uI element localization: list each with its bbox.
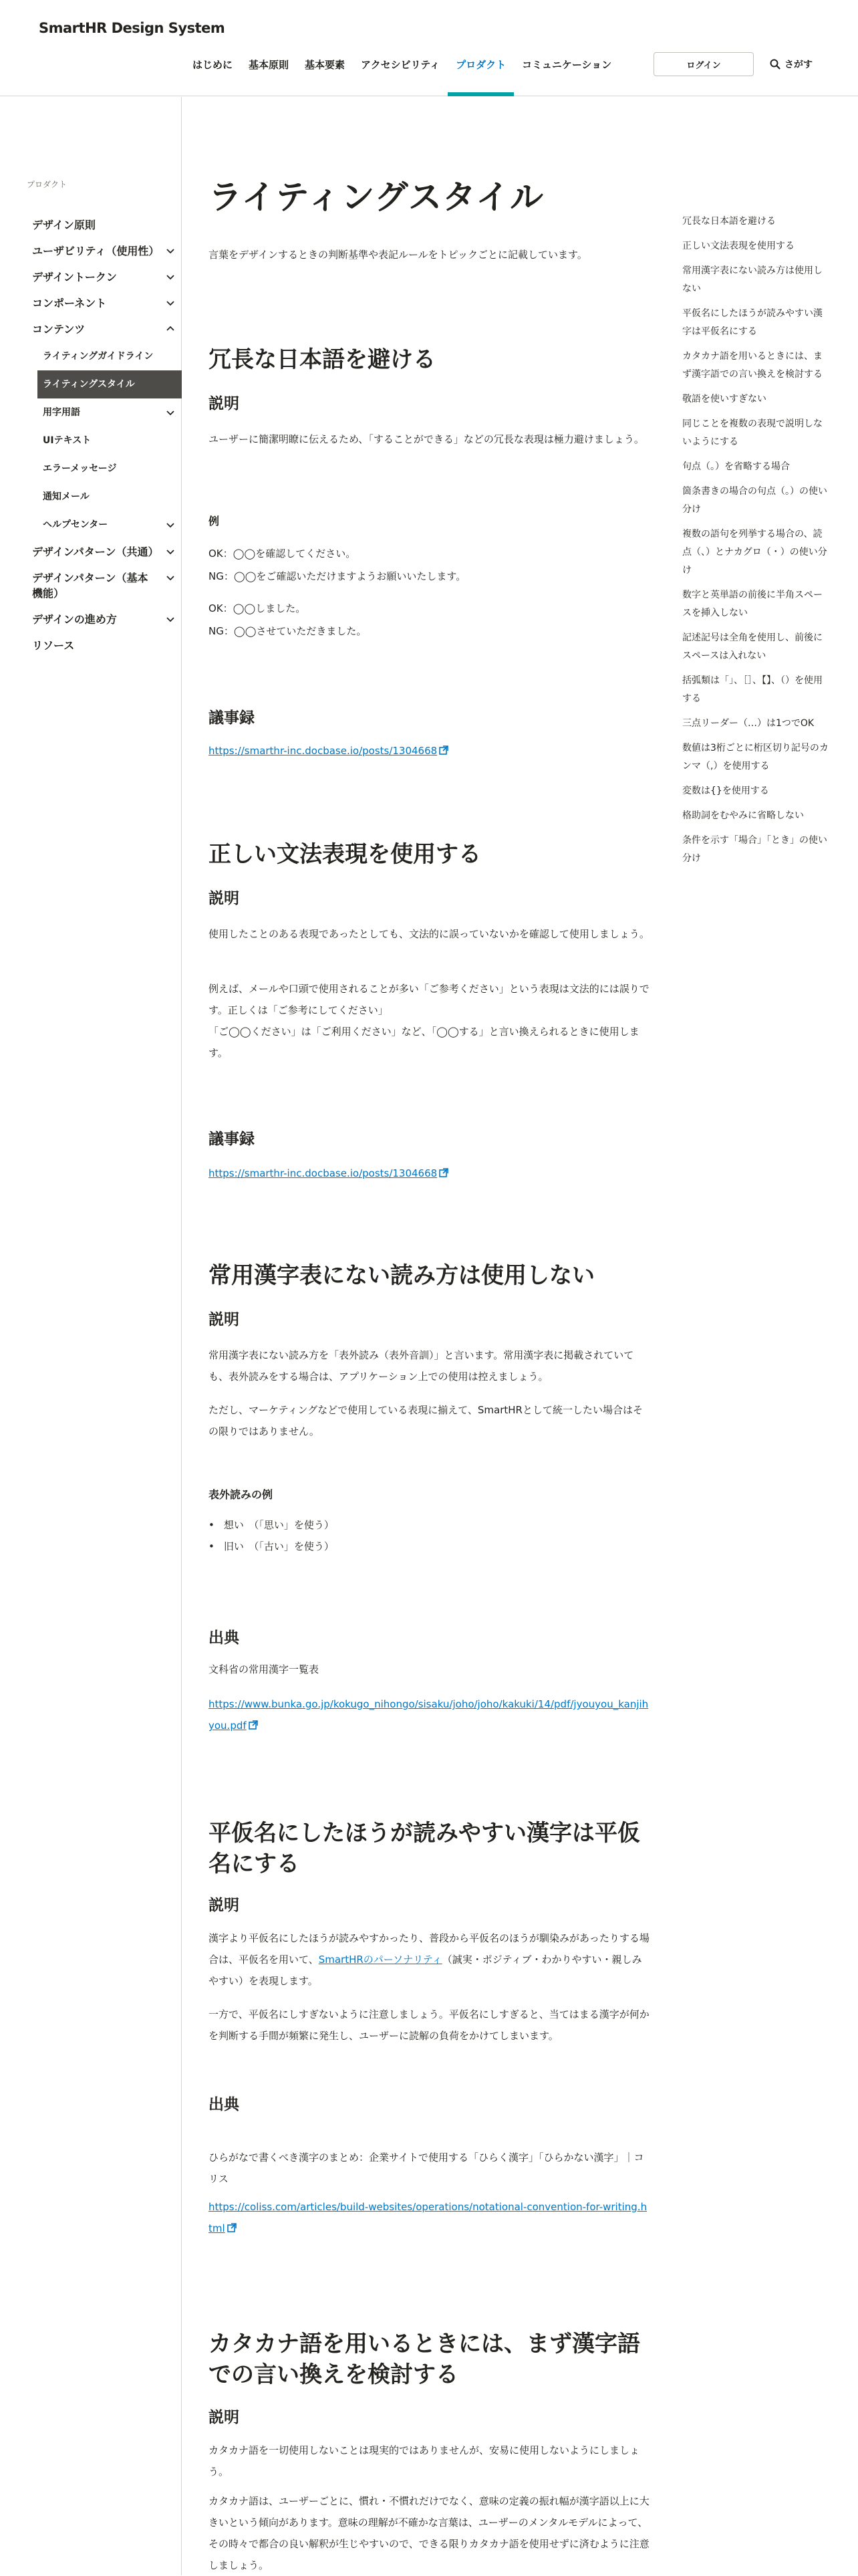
toc-item[interactable]: 正しい文法表現を使用する [682,241,795,251]
section-title-redundant: 冗長な日本語を避ける [208,346,436,373]
example-heading: 例 [208,515,220,528]
explain-heading: 説明 [208,1897,239,1914]
toc-item[interactable]: 敬語を使いすぎない [682,394,766,404]
minutes-heading: 議事録 [208,1131,255,1148]
page-title: ライティングスタイル [208,178,544,217]
example-line: OK：◯◯しました。 [208,602,306,614]
nav-communication[interactable]: コミュニケーション [522,59,612,71]
chevron-down-icon[interactable] [166,520,175,530]
toc-item[interactable]: 句点（。）を省略する場合 [682,461,790,472]
site-logo[interactable]: SmartHR Design System [39,20,225,36]
search-button[interactable] [770,53,813,75]
sidebar [0,97,182,2575]
toc-item[interactable]: 平仮名にしたほうが読みやすい漢字は平仮名にする [682,308,823,337]
section-title-grammar: 正しい文法表現を使用する [208,841,481,868]
section-desc: 使用したことのある表現であったとしても、文法的に誤っていないかを確認して使用しましょう。 [208,928,650,940]
list-item: • 想い （「思い」を使う） [223,1514,334,1536]
minutes-link[interactable]: https://smarthr-inc.docbase.io/posts/1304668 [208,1167,438,1179]
sidebar-item-label: リソース [32,639,75,652]
example-heading: 表外読みの例 [208,1488,273,1501]
toc-item[interactable]: 同じことを複数の表現で説明しないようにする [682,419,823,447]
sidebar-item-label: エラーメッセージ [43,463,117,474]
personality-link[interactable]: SmartHRのパーソナリティ [318,1954,442,1966]
toc-item[interactable]: 記述記号は全角を使用し、前後にスペースは入れない [682,632,823,661]
section-title-katakana: カタカナ語を用いるときには、まず漢字語での言い換えを検討する [208,2331,640,2388]
external-link-icon [249,1720,258,1730]
sidebar-item-process[interactable] [27,606,182,632]
sidebar-item-help-center[interactable] [27,511,182,539]
chevron-up-icon[interactable] [166,324,175,334]
search-label: さがす [784,60,813,70]
nav-principles[interactable]: 基本原則 [249,59,289,71]
nav-accessibility[interactable]: アクセシビリティ [361,59,440,71]
sidebar-item-terms[interactable] [27,398,182,427]
chevron-down-icon[interactable] [166,614,175,624]
search-icon [770,59,780,70]
source-text: ひらがなで書くべき漢字のまとめ：企業サイトで使用する「ひらく漢字」「ひらかない漢字」｜コリス [208,2151,644,2185]
sidebar-item-writing-style[interactable] [37,370,182,398]
sidebar-item-label: デザインパターン（共通） [32,546,159,558]
minutes-link[interactable]: https://smarthr-inc.docbase.io/posts/1304668 [208,745,438,757]
sidebar-item-label: デザインの進め方 [32,613,117,626]
explain-heading: 説明 [208,1311,239,1328]
sidebar-item-usability[interactable] [27,238,182,264]
section-desc: ユーザーに簡潔明瞭に伝えるため、「することができる」などの冗長な表現は極力避けましょう。 [208,433,644,445]
example-line: NG：◯◯をご確認いただけますようお願いいたします。 [208,570,466,582]
toc-item[interactable]: 変数は{}を使用する [682,786,769,796]
source-heading: 出典 [208,1629,239,1647]
toc-item[interactable]: 三点リーダー（…）は1つでOK [682,718,815,729]
sidebar-item-label: コンテンツ [32,323,86,336]
nav-product[interactable]: プロダクト [448,53,514,96]
toc-item[interactable]: 箇条書きの場合の句点（。）の使い分け [682,486,827,515]
source-heading: 出典 [208,2096,239,2113]
sidebar-section-label: プロダクト [27,180,67,189]
chevron-down-icon[interactable] [166,547,175,556]
sidebar-item-label: UIテキスト [43,435,92,446]
toc-item[interactable]: 数値は3桁ごとに桁区切り記号のカンマ（,）を使用する [682,743,829,772]
nav-basics[interactable]: 基本要素 [305,59,345,71]
sidebar-list [27,212,182,659]
sidebar-item-label: デザイン原則 [32,219,96,231]
sidebar-item-label: ライティングガイドライン [43,351,154,362]
section-desc: ただし、マーケティングなどで使用している表現に揃えて、SmartHRとして統一したい場合はその限りではありません。 [208,1404,643,1437]
desc-text: （誠実・ポジティブ・わかりやすい・親しみやすい）を表現します。 [208,1954,642,1987]
section-desc: カタカナ語を一切使用しないことは現実的ではありませんが、安易に使用しないようにしましょう。 [208,2444,640,2478]
toc-item[interactable]: 数字と英単語の前後に半角スペースを挿入しない [682,590,823,618]
sidebar-item-components[interactable] [27,290,182,316]
minutes-link-row [208,1163,650,1184]
chevron-down-icon[interactable] [166,573,175,582]
source-text: 文科省の常用漢字一覧表 [208,1663,319,1675]
explain-heading: 説明 [208,395,239,413]
toc-item[interactable]: 常用漢字表にない読み方は使用しない [682,265,823,294]
sidebar-item-label: 用字用語 [43,407,80,418]
chevron-down-icon[interactable] [166,246,175,255]
toc-item[interactable]: 括弧類は「」、［］、【】、（）を使用する [682,675,823,704]
sidebar-item-label: デザイントークン [32,271,117,283]
toc-item[interactable]: カタカナ語を用いるときには、まず漢字語での言い換えを検討する [682,351,823,380]
sidebar-item-tokens[interactable] [27,264,182,290]
minutes-heading: 議事録 [208,709,255,727]
sidebar-item-principles[interactable] [27,212,182,238]
external-link-icon [439,745,448,755]
external-link-icon [439,1168,448,1177]
example-line: NG：◯◯させていただきました。 [208,625,367,637]
site-header [0,0,858,96]
section-title-hiragana: 平仮名にしたほうが読みやすい漢字は平仮名にする [208,1820,640,1877]
source-link-row [208,1693,650,1736]
section-desc: 例えば、メールや口頭で使用されることが多い「ご参考ください」という表現は文法的には誤りです。正しくは「ご参考にしてください」 [208,983,650,1016]
sidebar-item-label: 通知メール [43,491,90,502]
chevron-down-icon[interactable] [166,298,175,308]
example-list [223,1514,334,1557]
sidebar-item-notice-mail[interactable] [27,483,182,511]
global-nav [184,53,619,96]
sidebar-item-label: デザインパターン（基本機能） [32,572,148,600]
table-of-contents [682,213,829,874]
minutes-link-row [208,740,650,762]
section-desc: カタカナ語は、ユーザーごとに、慣れ・不慣れだけでなく、意味の定義の振れ幅が漢字語以上に大きいという傾向があります。意味の理解が不確かな言葉は、ユーザーのメンタルモデルによって、その時々で都合の良い解釈が生じやすいので、できる限りカタカナ語を使用せずに済むように注意しましょう。 [208,2495,650,2571]
login-button[interactable]: ログイン [654,52,754,76]
sidebar-item-label: ユーザビリティ（使用性） [32,245,160,257]
section-desc [208,1927,650,1992]
sidebar-item-resources[interactable] [27,632,182,659]
chevron-down-icon[interactable] [166,272,175,281]
sidebar-item-label: コンポーネント [32,297,107,310]
toc-item[interactable]: 格助詞をむやみに省略しない [682,810,804,821]
sidebar-item-ui-text[interactable] [27,427,182,455]
toc-item[interactable]: 条件を示す「場合」「とき」の使い分け [682,835,827,864]
section-title-kanji-reading: 常用漢字表にない読み方は使用しない [208,1262,595,1289]
sidebar-item-patterns-common[interactable] [27,539,182,565]
section-desc: 常用漢字表にない読み方を「表外読み（表外音訓）」と言います。常用漢字表に掲載されていても、表外読みをする場合は、アプリケーション上での使用は控えましょう。 [208,1349,634,1383]
source-link[interactable]: https://www.bunka.go.jp/kokugo_nihongo/sisaku/joho/joho/kakuki/14/pdf/jyouyou_kanjihyou.pdf [208,1698,649,1732]
sidebar-item-label: ヘルプセンター [43,519,108,530]
sidebar-item-patterns-basic[interactable] [27,565,182,606]
explain-heading: 説明 [208,2409,239,2426]
example-line: OK：◯◯を確認してください。 [208,548,356,560]
explain-heading: 説明 [208,890,239,907]
source-link-row [208,2196,650,2239]
chevron-down-icon[interactable] [166,408,175,417]
sidebar-item-label: ライティングスタイル [43,379,135,390]
list-item: • 旧い （「古い」を使う） [223,1536,334,1557]
toc-item[interactable]: 複数の語句を列挙する場合の、読点（、）とナカグロ（・）の使い分け [682,529,827,576]
section-desc: 一方で、平仮名にしすぎないように注意しましょう。平仮名にしすぎると、当てはまる漢字が何かを判断する手間が頻繁に発生し、ユーザーに読解の負荷をかけてしまいます。 [208,2008,650,2042]
sidebar-item-writing-guide[interactable] [27,342,182,370]
sidebar-item-error-message[interactable] [27,455,182,483]
external-link-icon [227,2223,237,2232]
section-desc: 「ご◯◯ください」は「ご利用ください」など、「◯◯する」と言い換えられるときに使用します。 [208,1026,639,1059]
nav-intro[interactable]: はじめに [192,59,233,71]
desc-text: 漢字より平仮名にしたほうが読みやすかったり、普段から平仮名のほうが馴染みがあったりする場合は、平仮名を用いて、 [208,1932,650,1966]
toc-item[interactable]: 冗長な日本語を避ける [682,216,776,227]
page-lead: 言葉をデザインするときの判断基準や表記ルールをトピックごとに記載しています。 [208,249,587,261]
sidebar-item-contents[interactable] [27,316,182,342]
source-link[interactable]: https://coliss.com/articles/build-websites/operations/notational-convention-for-writing.html [208,2201,648,2234]
